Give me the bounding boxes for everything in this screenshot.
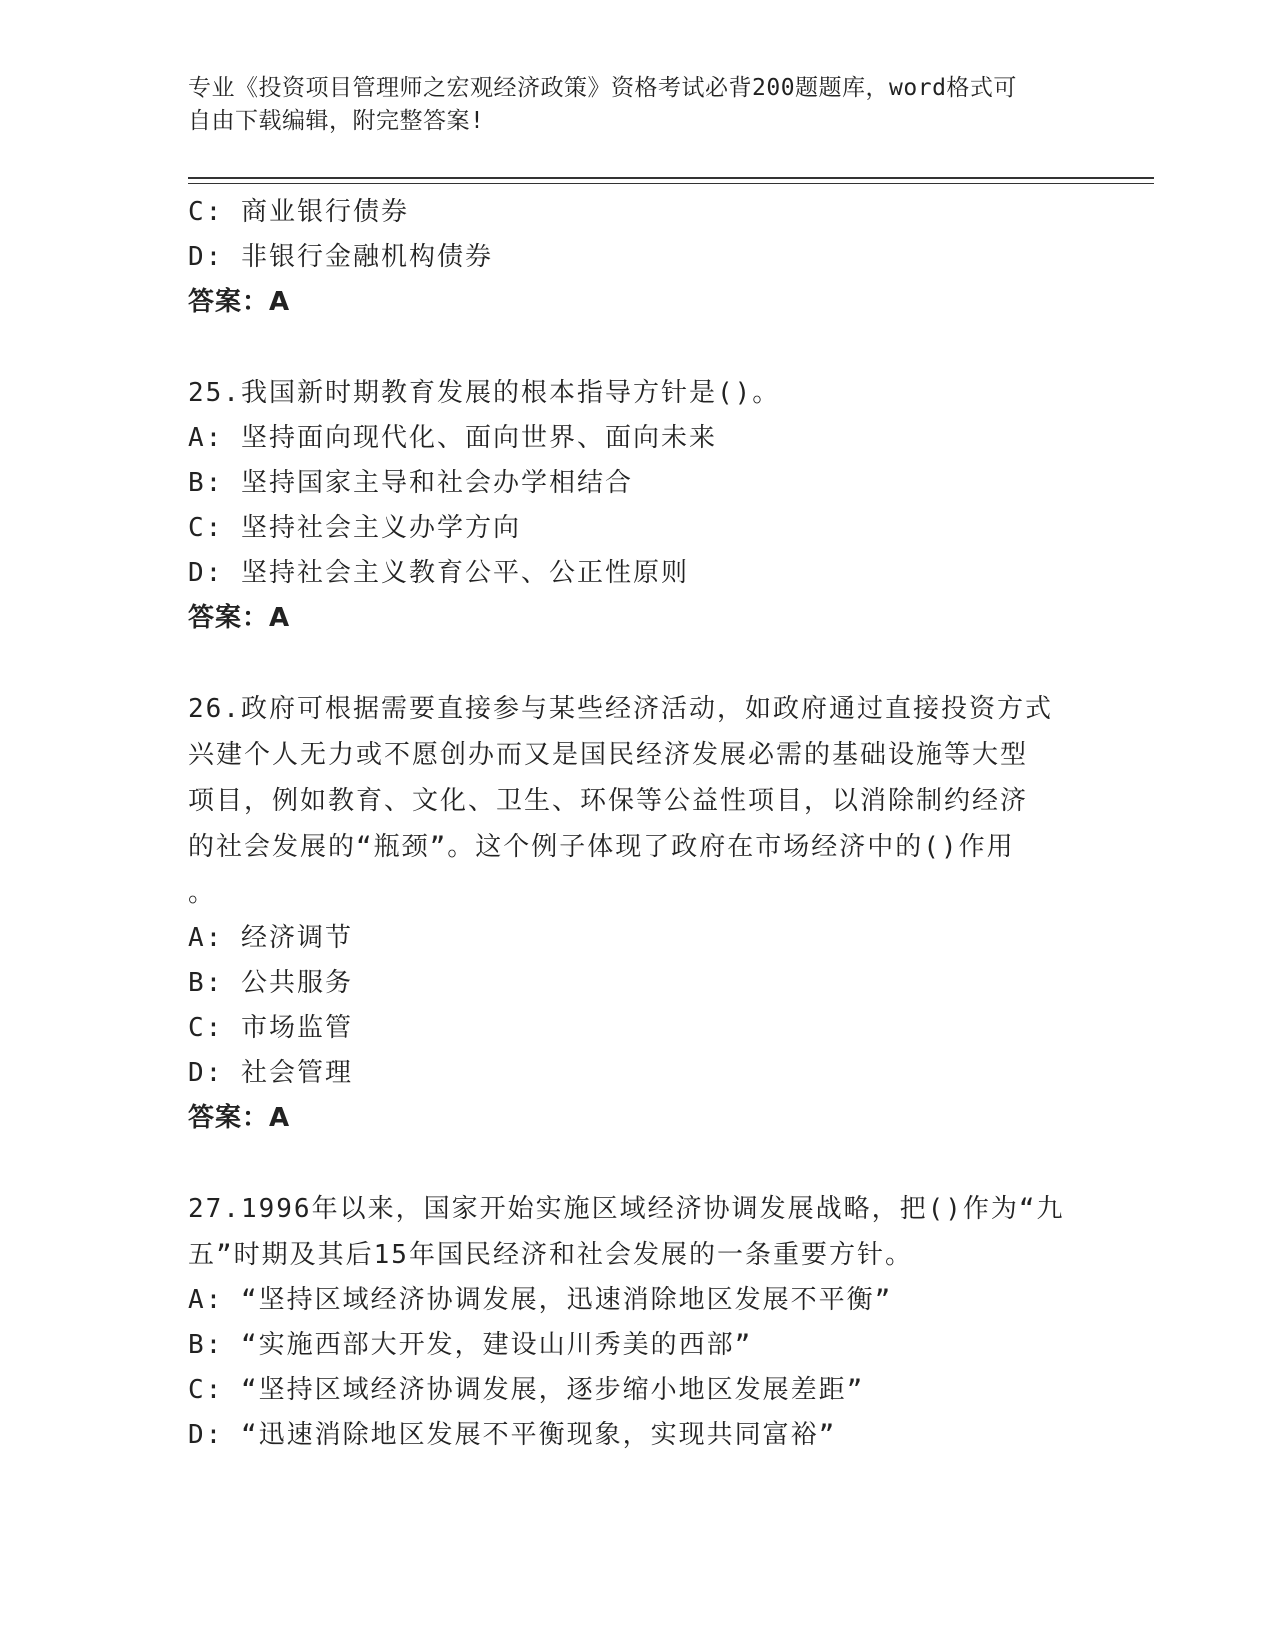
answer-label: 答案：A: [188, 287, 291, 317]
question-stem: 25.我国新时期教育发展的根本指导方针是()。: [188, 378, 781, 408]
option-b: B: 公共服务: [188, 968, 353, 998]
question-stem: 27.1996年以来，国家开始实施区域经济协调发展战略，把()作为“九: [188, 1194, 1065, 1224]
option-d: D: “迅速消除地区发展不平衡现象，实现共同富裕”: [188, 1420, 837, 1450]
question-stem: 兴建个人无力或不愿创办而又是国民经济发展必需的基础设施等大型: [188, 740, 1029, 770]
answer-label: 答案：A: [188, 603, 291, 633]
option-d: D: 非银行金融机构债券: [188, 242, 493, 272]
option-a: A: “坚持区域经济协调发展，迅速消除地区发展不平衡”: [188, 1285, 893, 1315]
question-25: [188, 370, 1088, 641]
previous-question-tail: [188, 190, 1088, 325]
option-b: B: 坚持国家主导和社会办学相结合: [188, 468, 633, 498]
question-stem: 的社会发展的“瓶颈”。这个例子体现了政府在市场经济中的()作用: [188, 832, 1015, 862]
header-divider-thin: [188, 183, 1154, 184]
option-c: C: 市场监管: [188, 1013, 353, 1043]
question-27: [188, 1186, 1088, 1458]
question-stem: 五”时期及其后15年国民经济和社会发展的一条重要方针。: [188, 1240, 913, 1270]
question-list: [188, 190, 1088, 1458]
header-line-1: 专业《投资项目管理师之宏观经济政策》资格考试必背200题题库，word格式可: [188, 75, 1017, 101]
header-divider-thick: [188, 177, 1154, 179]
option-a: A: 坚持面向现代化、面向世界、面向未来: [188, 423, 717, 453]
option-d: D: 社会管理: [188, 1058, 353, 1088]
question-stem: 。: [188, 878, 217, 908]
option-c: C: 商业银行债券: [188, 197, 409, 227]
header-line-2: 自由下载编辑，附完整答案!: [188, 108, 485, 134]
option-a: A: 经济调节: [188, 923, 353, 953]
option-d: D: 坚持社会主义教育公平、公正性原则: [188, 558, 689, 588]
option-c: C: “坚持区域经济协调发展，逐步缩小地区发展差距”: [188, 1375, 865, 1405]
question-stem: 项目，例如教育、文化、卫生、环保等公益性项目，以消除制约经济: [188, 786, 1029, 816]
option-c: C: 坚持社会主义办学方向: [188, 513, 521, 543]
answer-label: 答案：A: [188, 1103, 291, 1133]
question-stem: 26.政府可根据需要直接参与某些经济活动，如政府通过直接投资方式: [188, 694, 1053, 724]
document-header: [188, 72, 1068, 138]
question-26: [188, 686, 1088, 1141]
option-b: B: “实施西部大开发，建设山川秀美的西部”: [188, 1330, 753, 1360]
